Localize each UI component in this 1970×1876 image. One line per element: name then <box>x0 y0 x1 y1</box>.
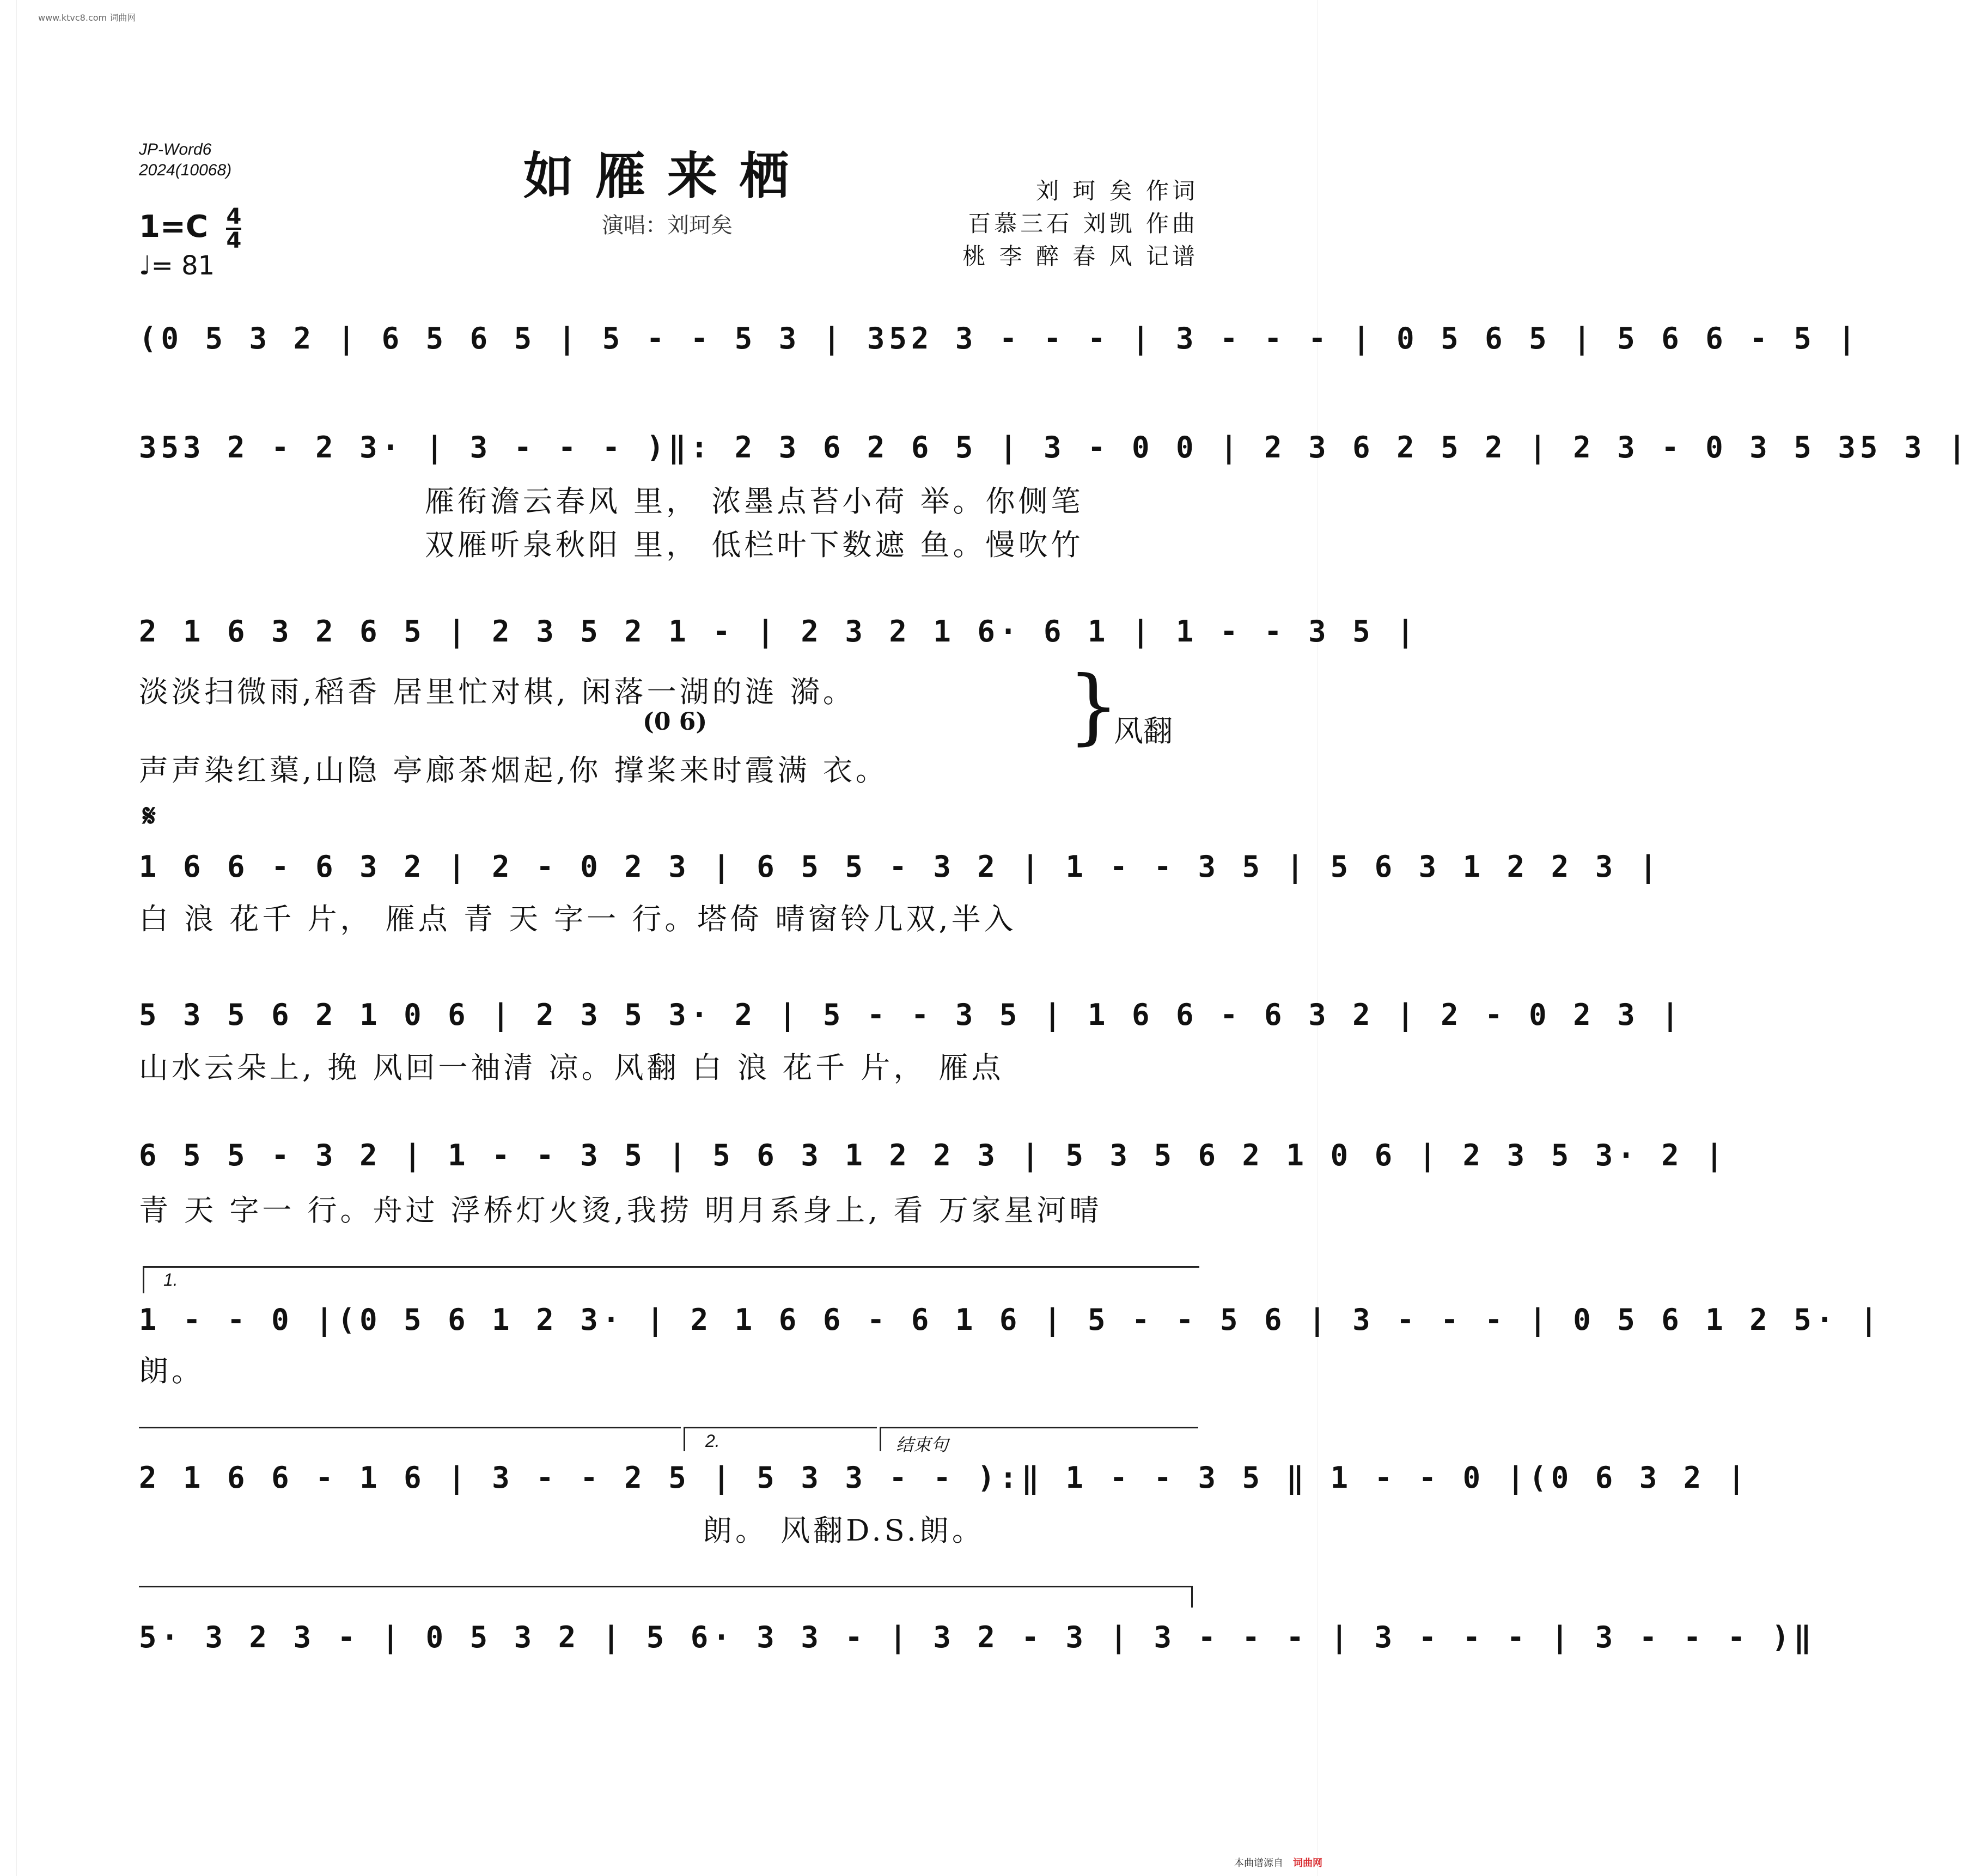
volta-1-bracket-tick <box>143 1266 144 1293</box>
score-row-5: 5 3 5 6 2 1 0 6 | 2 3 5 3· 2 | 5 - - 3 5 | 1 6 6 - 6 3 2 | 2 - 0 2 3 | <box>139 998 1684 1032</box>
key-signature <box>139 206 241 252</box>
top-watermark: www.ktvc8.com 词曲网 <box>38 13 136 23</box>
page-title: 如雁来栖 <box>523 146 811 205</box>
footer-watermark <box>1234 1855 1322 1869</box>
volta-1-bracket <box>143 1266 1199 1268</box>
ending-bracket-tick <box>880 1427 881 1451</box>
software-label: JP-Word6 <box>139 140 212 158</box>
score-id: 2024(10068) <box>139 161 232 179</box>
verse-brace: } <box>1068 659 1120 754</box>
volta-2-bracket <box>684 1427 877 1428</box>
ending-label: 结束句 <box>896 1435 949 1455</box>
pickup-notes: (0 6) <box>643 708 708 736</box>
coda-bracket <box>139 1586 1193 1587</box>
score-row-4: 1 6 6 - 6 3 2 | 2 - 0 2 3 | 6 5 5 - 3 2 | 1 - - 3 5 | 5 6 3 1 2 2 3 | <box>139 850 1662 884</box>
lyric-row-4: 白 浪 花千 片， 雁点 青 天 字一 行。塔倚 晴窗铃几双,半入 <box>139 902 1017 936</box>
lyric-row-3-verse-1: 淡淡扫微雨,稻香 居里忙对棋, 闲落一湖的涟 漪。 <box>139 675 856 709</box>
left-margin-strip <box>0 0 17 1876</box>
time-bottom: 4 <box>226 228 242 253</box>
row-8-bracket-left <box>139 1427 681 1428</box>
volta-2-bracket-tick <box>684 1427 685 1451</box>
lyric-row-6: 青 天 字一 行。舟过 浮桥灯火烫,我捞 明月系身上, 看 万家星河晴 <box>139 1193 1102 1227</box>
transcriber-credit: 桃 李 醉 春 风 记谱 <box>962 243 1198 270</box>
lyric-row-3-verse-2: 声声染红蕖,山隐 亭廊茶烟起,你 撑桨来时霞满 衣。 <box>139 753 888 787</box>
ending-bracket <box>880 1427 1198 1428</box>
coda-bracket-tick <box>1191 1586 1193 1608</box>
lyricist-credit: 刘 珂 矣 作词 <box>1035 178 1198 204</box>
lyric-row-2-verse-1: 雁衔澹云春风 里， 浓墨点苔小荷 举。你侧笔 <box>425 484 1084 518</box>
score-row-2: 353 2 - 2 3· | 3 - - - )‖: 2 3 6 2 6 5 | 3 - 0 0 | 2 3 6 2 5 2 | 2 3 - 0 3 5 35 3 | <box>139 430 1970 465</box>
segno-sign: 𝄋 <box>143 798 156 834</box>
score-row-9: 5· 3 2 3 - | 0 5 3 2 | 5 6· 3 3 - | 3 2 - 3 | 3 - - - | 3 - - - | 3 - - - )‖ <box>139 1620 1816 1654</box>
volta-2-label: 2. <box>705 1431 720 1451</box>
score-row-7: 1 - - 0 |(0 5 6 1 2 3· | 2 1 6 6 - 6 1 6 | 5 - - 5 6 | 3 - - - | 0 5 6 1 2 5· | <box>139 1303 1882 1337</box>
lyric-row-8: 朗。 风翻D.S.朗。 <box>703 1513 985 1548</box>
score-row-3: 2 1 6 3 2 6 5 | 2 3 5 2 1 - | 2 3 2 1 6· 6 1 | 1 - - 3 5 | <box>139 614 1419 649</box>
singer-credit: 演唱：刘珂矣 <box>602 213 733 238</box>
footer-site: 词曲网 <box>1293 1857 1322 1869</box>
score-row-6: 6 5 5 - 3 2 | 1 - - 3 5 | 5 6 3 1 2 2 3 | 5 3 5 6 2 1 0 6 | 2 3 5 3· 2 | <box>139 1138 1728 1172</box>
time-signature <box>226 206 241 252</box>
score-row-8: 2 1 6 6 - 1 6 | 3 - - 2 5 | 5 3 3 - - ):‖ 1 - - 3 5 ‖ 1 - - 0 |(0 6 3 2 | <box>139 1461 1750 1495</box>
right-margin-strip <box>1318 0 1334 1876</box>
footer-source: 本曲谱源自 <box>1234 1857 1283 1869</box>
time-top: 4 <box>226 204 242 229</box>
lyric-row-2-verse-2: 双雁听泉秋阳 里， 低栏叶下数遮 鱼。慢吹竹 <box>425 528 1084 562</box>
tempo-mark: ♩= 81 <box>139 250 215 281</box>
score-row-1: (0 5 3 2 | 6 5 6 5 | 5 - - 5 3 | 352 3 - - - | 3 - - - | 0 5 6 5 | 5 6 6 - 5 | <box>139 321 1860 356</box>
composer-credit: 百慕三石 刘凯 作曲 <box>968 210 1198 237</box>
lyric-row-5: 山水云朵上, 挽 风回一袖清 凉。风翻 白 浪 花千 片， 雁点 <box>139 1050 1004 1085</box>
key-label: 1=C <box>139 209 208 245</box>
lyric-row-7: 朗。 <box>139 1354 204 1388</box>
side-lyric: 风翻 <box>1114 714 1173 748</box>
volta-1-label: 1. <box>163 1270 178 1290</box>
